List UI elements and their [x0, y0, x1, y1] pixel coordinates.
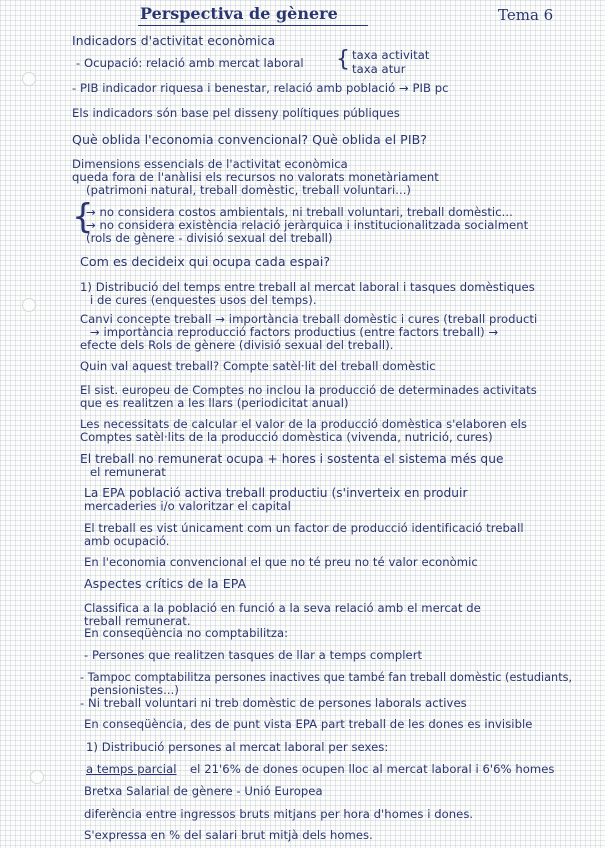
note-line: - Tampoc comptabilitza persones inactives que també fan treball domèstic (estudiants, — [80, 671, 573, 684]
note-line-underlined: a temps parcial — [86, 762, 177, 776]
note-line: efecte dels Rols de gènere (divisió sexual del treball). — [80, 338, 394, 352]
note-line: taxa atur — [352, 62, 406, 76]
page-title: Perspectiva de gènere — [140, 4, 338, 23]
note-line: diferència entre ingressos bruts mitjans per hora d'homes i dones. — [84, 807, 474, 821]
binder-hole — [22, 298, 36, 312]
heading-line: Quin val aquest treball? Compte satèl·lit del treball domèstic — [80, 359, 436, 373]
note-line: amb ocupació. — [84, 534, 170, 548]
note-line: taxa activitat — [352, 48, 430, 62]
note-line: el remunerat — [90, 465, 166, 479]
note-line: - PIB indicador riquesa i benestar, relació amb població → PIB pc — [72, 81, 449, 95]
note-line: que es realitzen a les llars (periodicitat anual) — [80, 396, 349, 410]
note-line: Classifica a la població en funció a la seva relació amb el mercat de — [84, 601, 481, 615]
note-line: → importància reproducció factors productius (entre factors treball) → — [90, 325, 499, 339]
note-line: En l'economia convencional el que no té preu no té valor econòmic — [84, 555, 478, 569]
heading-line: Com es decideix qui ocupa cada espai? — [80, 254, 331, 269]
note-line: Els indicadors són base pel disseny polítiques públiques — [72, 106, 400, 120]
heading-line: Què oblida l'economia convencional? Què oblida el PIB? — [72, 132, 428, 147]
note-line: queda fora de l'anàlisi els recursos no valorats monetàriament — [72, 170, 439, 184]
note-line: pensionistes...) — [90, 683, 179, 697]
note-line: El sist. europeu de Comptes no inclou la producció de determinades activitats — [80, 383, 537, 397]
note-line: el 21'6% de dones ocupen lloc al mercat laboral i 6'6% homes — [190, 762, 555, 776]
note-line: - Ocupació: relació amb mercat laboral — [76, 56, 304, 70]
note-line: (rols de gènere - divisió sexual del treball) — [86, 231, 333, 245]
note-line: En conseqüència, des de punt vista EPA part treball de les dones es invisible — [84, 717, 533, 731]
note-line: En conseqüència no comptabilitza: — [84, 626, 289, 640]
brace-icon: { — [336, 47, 350, 72]
note-line: El treball no remunerat ocupa + hores i sostenta el sistema més que — [80, 452, 504, 466]
binder-hole — [22, 72, 36, 86]
note-line: 1) Distribució del temps entre treball al mercat laboral i tasques domèstiques — [80, 280, 535, 294]
note-line: i de cures (enquestes usos del temps). — [90, 293, 317, 307]
note-line: - Ni treball voluntari ni treb domèstic de persones laborals actives — [80, 696, 467, 710]
note-line: 1) Distribució persones al mercat laboral per sexes: — [86, 740, 389, 754]
note-line: La EPA població activa treball productiu (s'inverteix en produir — [84, 486, 468, 500]
note-line: S'expressa en % del salari brut mitjà dels homes. — [84, 828, 373, 842]
topic-number: Tema 6 — [498, 6, 554, 24]
note-line: Canvi concepte treball → importància treball domèstic i cures (treball producti — [80, 312, 538, 326]
heading-line: Aspectes crítics de la EPA — [84, 576, 247, 591]
note-line: treball remunerat. — [84, 614, 191, 628]
note-line: Comptes satèl·lits de la producció domèstica (vivenda, nutrició, cures) — [80, 430, 493, 444]
note-line: - Persones que realitzen tasques de llar a temps complert — [84, 648, 423, 662]
note-line: Les necessitats de calcular el valor de la producció domèstica s'elaboren els — [80, 417, 527, 431]
note-line: (patrimoni natural, treball domèstic, treball voluntari...) — [86, 183, 412, 197]
note-line: → no considera costos ambientals, ni treball voluntari, treball domèstic... — [86, 205, 513, 219]
note-line: El treball es vist únicament com un factor de producció identificació treball — [84, 521, 524, 535]
note-line: → no considera existència relació jeràrquica i institucionalitzada socialment — [86, 218, 529, 232]
heading-line: Indicadors d'activitat econòmica — [72, 33, 276, 48]
title-underline — [138, 25, 368, 26]
note-line: mercaderies i/o valoritzar el capital — [84, 499, 291, 513]
binder-hole — [30, 770, 44, 784]
heading-line: Bretxa Salarial de gènere - Unió Europea — [84, 784, 323, 798]
brace-icon: { — [72, 197, 94, 237]
note-line: Dimensions essencials de l'activitat econòmica — [72, 157, 348, 171]
